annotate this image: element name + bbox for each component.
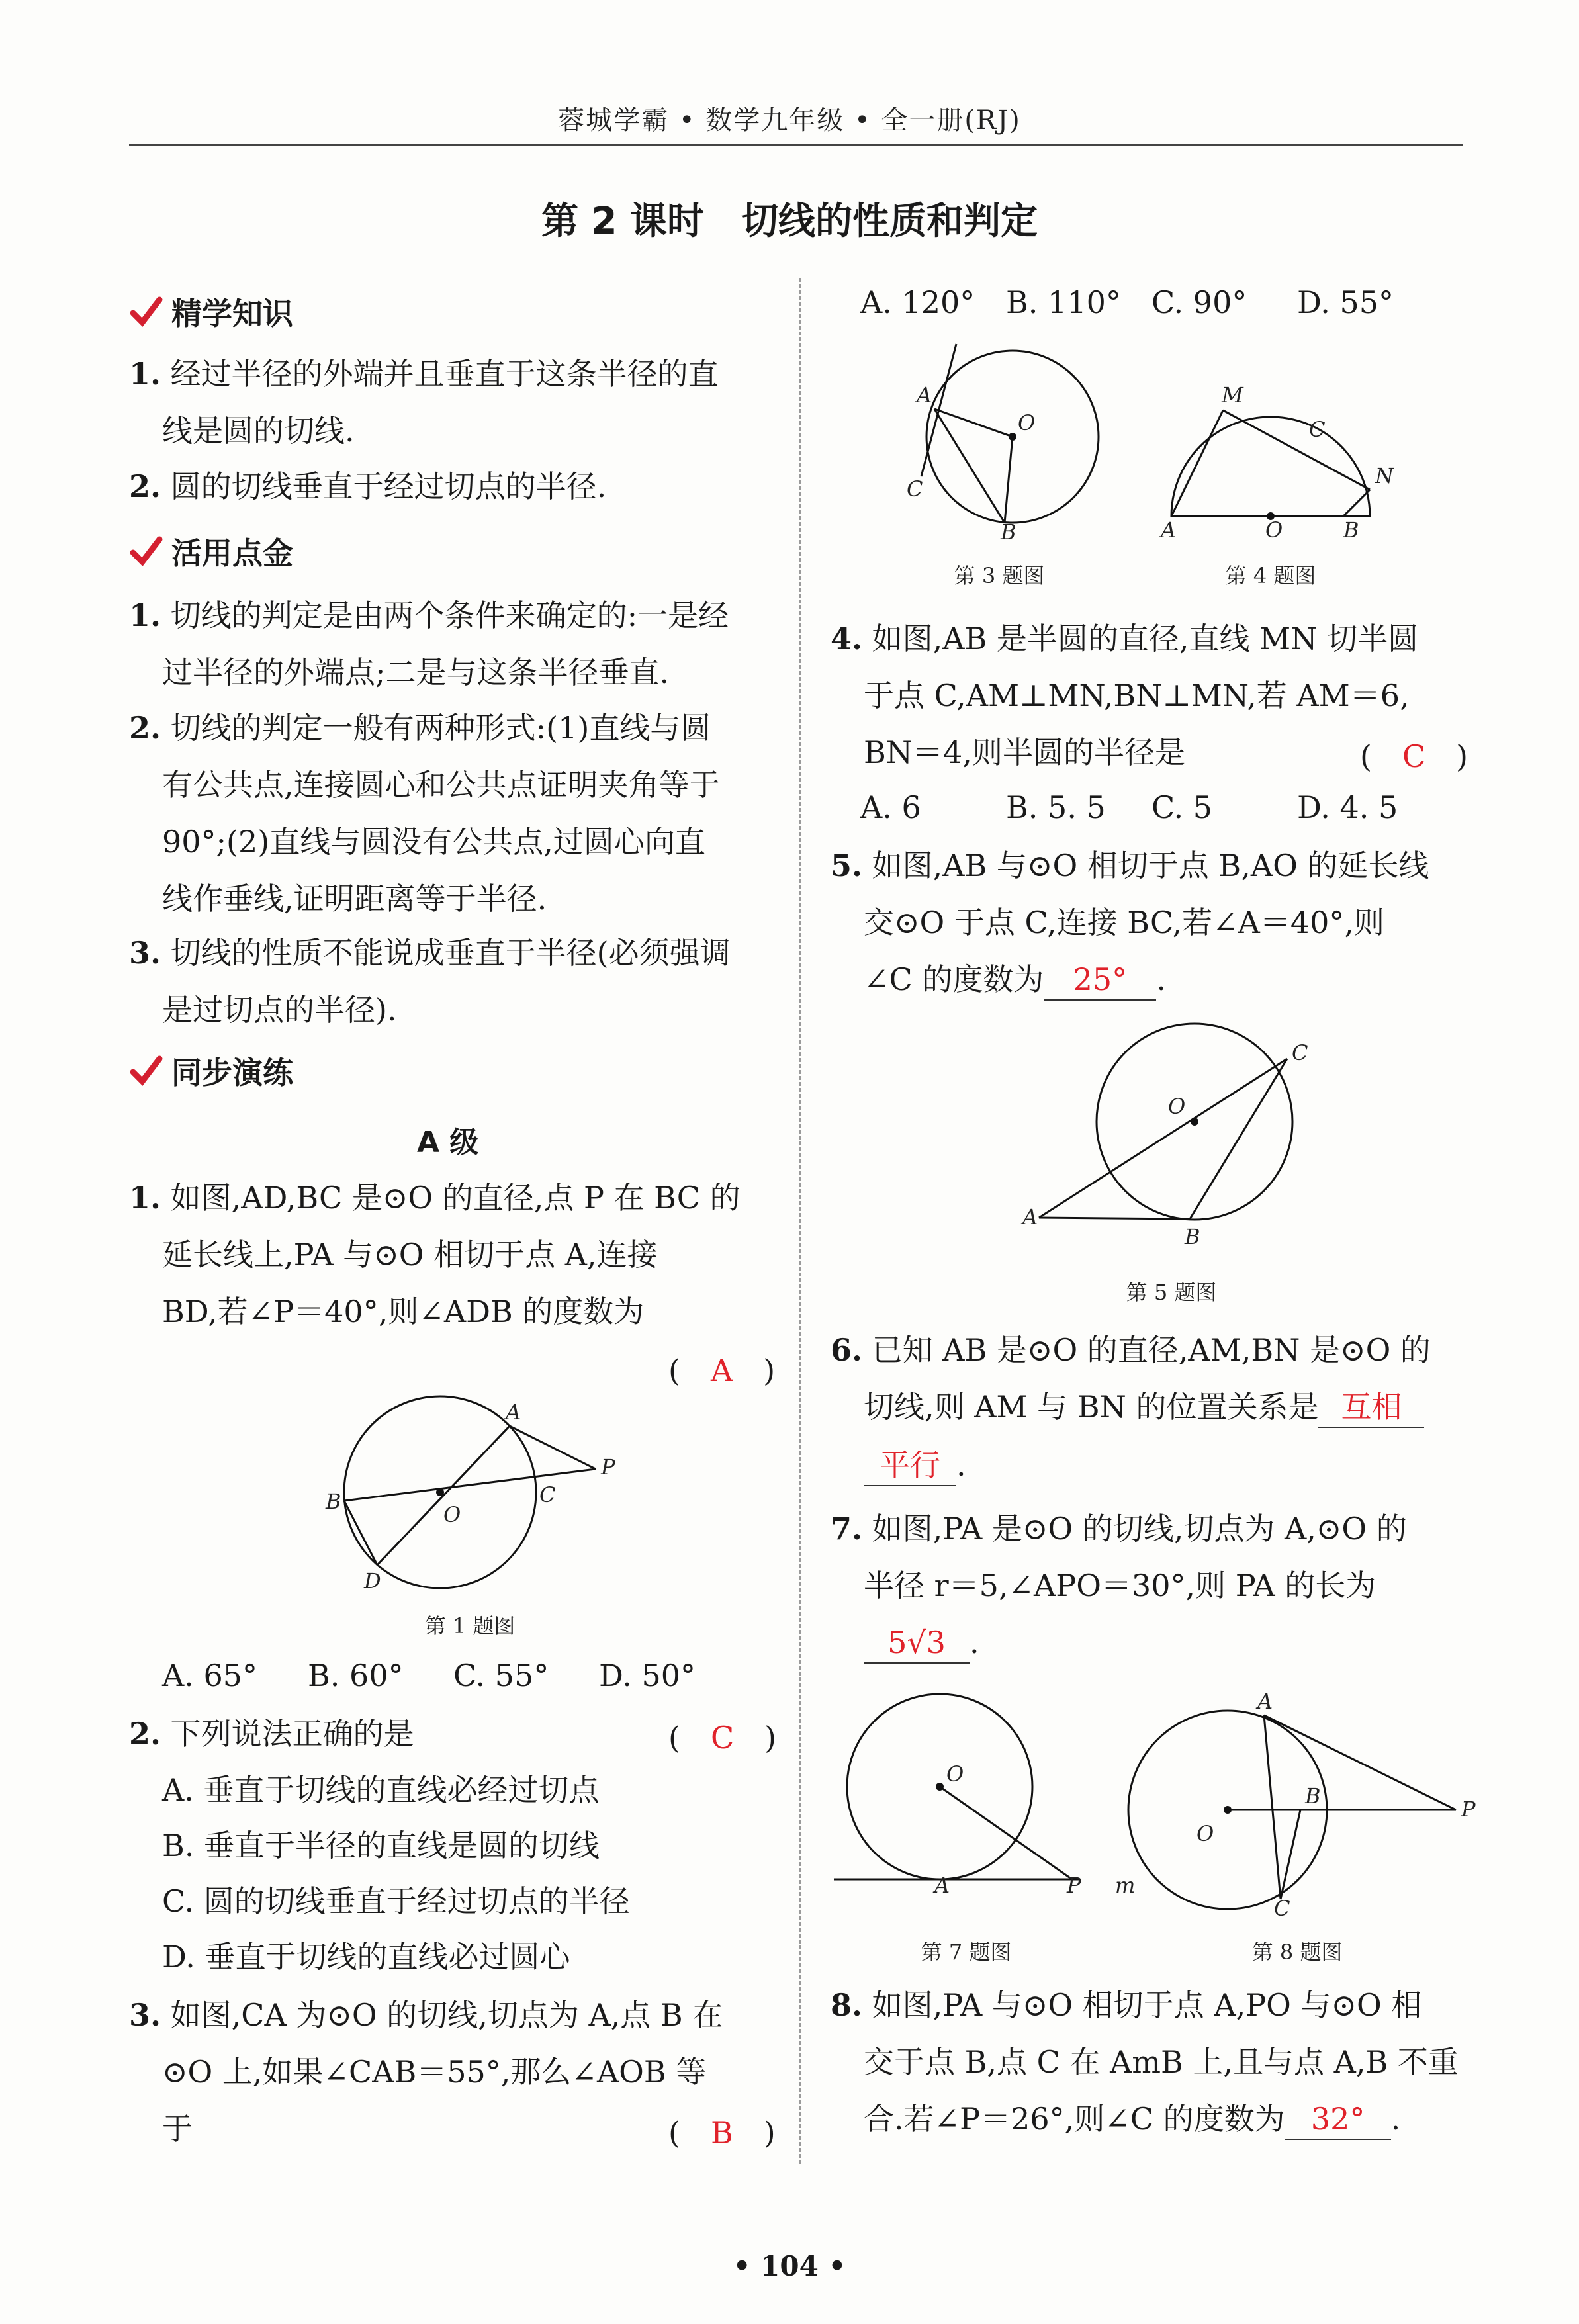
figure-q1 [318, 1390, 622, 1601]
item-text: 是过切点的半径). [162, 992, 397, 1028]
answer-paren-q2: ( C ) [668, 1720, 777, 1756]
item-number: 2. [129, 469, 161, 504]
option: D. 4. 5 [1297, 789, 1398, 825]
answer-paren-q1: ( A ) [668, 1353, 776, 1388]
item-number: 2. [129, 710, 161, 746]
svg-text:C: C [1274, 1896, 1290, 1921]
question-number: 1. [129, 1180, 161, 1216]
level-heading: A 级 [417, 1126, 479, 1159]
question-text: 于点 C,AM⊥MN,BN⊥MN,若 AM＝6, [864, 678, 1410, 713]
question-6: 6. 已知 AB 是⊙O 的直径,AM,BN 是⊙O 的 切线,则 AM 与 BN 的位置关系是 互相 平行 . [831, 1330, 1431, 1486]
question-number: 6. [831, 1332, 863, 1368]
question-text: 如图,CA 为⊙O 的切线,切点为 A,点 B 在 [170, 1997, 723, 2033]
question-text: 已知 AB 是⊙O 的直径,AM,BN 是⊙O 的 [872, 1332, 1431, 1368]
option: B. 5. 5 [1006, 789, 1106, 825]
svg-text:O: O [1168, 1094, 1186, 1119]
jingxue-item-1 [129, 354, 719, 451]
svg-text:A: A [934, 1873, 950, 1898]
svg-text:C: C [539, 1482, 556, 1507]
option: A. 垂直于切线的直线必经过切点 [162, 1772, 600, 1808]
item-text: 线是圆的切线. [162, 413, 355, 449]
svg-text:A: A [506, 1400, 521, 1425]
section-huoyong [129, 529, 293, 573]
option: D. 55° [1297, 285, 1394, 320]
svg-text:B: B [326, 1489, 341, 1514]
svg-text:D: D [364, 1568, 381, 1593]
section-title: 同步演练 [171, 1055, 293, 1091]
question-number: 7. [831, 1511, 863, 1546]
svg-text:P: P [601, 1454, 615, 1480]
question-7: 7. 如图,PA 是⊙O 的切线,切点为 A,⊙O 的 半径 r＝5,∠APO＝30°,则 PA 的长为 5√3 . [831, 1509, 1407, 1664]
question-text: ⊙O 上,如果∠CAB＝55°,那么∠AOB 等 [162, 2054, 707, 2090]
item-text: 切线的判定是由两个条件来确定的:一是经 [170, 598, 729, 633]
item-text: 过半径的外端点;二是与这条半径垂直. [162, 654, 670, 690]
option: C. 90° [1151, 285, 1247, 320]
question-number: 4. [831, 621, 863, 656]
options-q4 [860, 789, 1398, 825]
option: B. 110° [1006, 285, 1121, 320]
svg-text:O: O [1196, 1821, 1214, 1846]
check-icon [129, 534, 163, 568]
column-divider [799, 278, 801, 2164]
option: D. 50° [599, 1658, 696, 1693]
question-text: 延长线上,PA 与⊙O 相切于点 A,连接 [162, 1237, 658, 1273]
question-text: BD,若∠P＝40°,则∠ADB 的度数为 [162, 1294, 645, 1329]
question-text: 如图,PA 与⊙O 相切于点 A,PO 与⊙O 相 [872, 1987, 1422, 2023]
question-text: 交于点 B,点 C 在 AmB 上,且与点 A,B 不重 [864, 2044, 1459, 2080]
question-3 [129, 1995, 723, 2149]
answer-paren-q4: ( C ) [1360, 738, 1468, 774]
question-1 [129, 1178, 741, 1331]
svg-text:A: A [917, 382, 932, 408]
running-header: 蓉城学霸 • 数学九年级 • 全一册(RJ) [558, 105, 1021, 136]
huoyong-item-2 [129, 708, 720, 918]
question-text: 交⊙O 于点 C,连接 BC,若∠A＝40°,则 [864, 905, 1385, 940]
figure-q5 [1019, 1019, 1350, 1257]
section-title: 精学知识 [171, 296, 293, 332]
item-text: 切线的性质不能说成垂直于半径(必须强调 [170, 935, 731, 971]
svg-text:A: A [1022, 1204, 1038, 1229]
svg-text:B: B [1185, 1224, 1200, 1249]
question-text: 如图,AB 是半圆的直径,直线 MN 切半圆 [872, 621, 1419, 656]
svg-text:B: B [1343, 517, 1359, 543]
option: A. 65° [162, 1658, 257, 1693]
svg-text:M: M [1222, 382, 1243, 408]
item-text: 有公共点,连接圆心和公共点证明夹角等于 [162, 767, 720, 803]
page-title: 第 2 课时 切线的性质和判定 [541, 200, 1038, 243]
question-text: 半径 r＝5,∠APO＝30°,则 PA 的长为 [864, 1568, 1376, 1603]
option: A. 120° [860, 285, 975, 320]
figure-caption: 第 8 题图 [1251, 1940, 1343, 1965]
svg-text:C: C [1292, 1040, 1308, 1065]
option: C. 55° [453, 1658, 549, 1693]
svg-text:O: O [443, 1502, 461, 1527]
answer-choice: B [710, 2115, 733, 2151]
huoyong-item-1 [129, 596, 729, 692]
option: C. 圆的切线垂直于经过切点的半径 [162, 1883, 630, 1919]
options-q3 [860, 285, 1394, 320]
question-text: 如图,PA 是⊙O 的切线,切点为 A,⊙O 的 [872, 1511, 1407, 1546]
header-rule [129, 144, 1463, 146]
item-number: 1. [129, 598, 161, 633]
question-number: 2. [129, 1716, 161, 1752]
options-q2 [162, 1770, 630, 1977]
question-number: 3. [129, 1997, 161, 2033]
svg-text:O: O [1265, 517, 1283, 543]
item-number: 3. [129, 935, 161, 971]
item-number: 1. [129, 356, 161, 392]
item-text: 圆的切线垂直于经过切点的半径. [170, 469, 607, 504]
jingxue-item-2 [129, 467, 606, 506]
figure-caption: 第 5 题图 [1126, 1280, 1217, 1305]
option: A. 6 [860, 789, 921, 825]
answer-choice: A [710, 1353, 733, 1388]
svg-text:A: A [1161, 517, 1177, 543]
question-text: 合.若∠P＝26°,则∠C 的度数为 [864, 2101, 1285, 2137]
svg-text:P: P [1461, 1797, 1476, 1822]
question-text: 如图,AB 与⊙O 相切于点 B,AO 的延长线 [872, 848, 1429, 883]
question-text: 如图,AD,BC 是⊙O 的直径,点 P 在 BC 的 [170, 1180, 741, 1216]
answer-choice: C [710, 1720, 735, 1756]
question-text: 切线,则 AM 与 BN 的位置关系是 [864, 1389, 1319, 1425]
item-text: 切线的判定一般有两种形式:(1)直线与圆 [170, 710, 711, 746]
svg-text:N: N [1375, 463, 1394, 488]
section-jingxue [129, 290, 293, 334]
option: B. 60° [308, 1658, 404, 1693]
question-8: 8. 如图,PA 与⊙O 相切于点 A,PO 与⊙O 相 交于点 B,点 C 在 AmB 上,且与点 A,B 不重 合.若∠P＝26°,则∠C 的度数为 32° . [831, 1985, 1459, 2140]
svg-text:B: B [1001, 519, 1016, 545]
huoyong-item-3 [129, 933, 731, 1030]
question-text: 下列说法正确的是 [170, 1716, 414, 1752]
section-tongbu [129, 1049, 293, 1093]
svg-text:m: m [1115, 1873, 1136, 1898]
item-text: 经过半径的外端并且垂直于这条半径的直 [170, 356, 719, 392]
item-text: 90°;(2)直线与圆没有公共点,过圆心向直 [162, 824, 705, 860]
question-number: 8. [831, 1987, 863, 2023]
figure-q8 [1099, 1689, 1476, 1921]
question-text: BN＝4,则半圆的半径是 [864, 735, 1185, 770]
question-5: 5. 如图,AB 与⊙O 相切于点 B,AO 的延长线 交⊙O 于点 C,连接 BC,若∠A＝40°,则 ∠C 的度数为 25° . [831, 846, 1429, 1001]
answer-blank-q6-cont: 平行 [864, 1445, 956, 1486]
svg-text:P: P [1067, 1873, 1081, 1898]
answer-blank-q7: 5√3 [864, 1623, 970, 1664]
answer-paren-q3: ( B ) [668, 2115, 776, 2151]
answer-blank-q5: 25° [1044, 960, 1156, 1001]
figure-caption: 第 7 题图 [921, 1940, 1012, 1965]
answer-blank-q6: 互相 [1318, 1387, 1424, 1428]
figure-q7 [827, 1701, 1092, 1898]
figure-caption: 第 1 题图 [424, 1613, 516, 1638]
item-text: 线作垂线,证明距离等于半径. [162, 881, 547, 916]
question-text: 于 [162, 2111, 193, 2147]
section-title: 活用点金 [171, 535, 293, 571]
figure-q4 [1151, 384, 1403, 543]
figure-caption: 第 3 题图 [954, 563, 1045, 588]
figure-q3 [887, 337, 1112, 543]
option: D. 垂直于切线的直线必过圆心 [162, 1939, 570, 1975]
check-icon [129, 1053, 163, 1088]
page-number: • 104 • [733, 2250, 846, 2282]
svg-text:C: C [907, 476, 923, 502]
option: C. 5 [1151, 789, 1213, 825]
figure-caption: 第 4 题图 [1225, 563, 1316, 588]
svg-text:B: B [1305, 1783, 1321, 1809]
answer-choice: C [1402, 738, 1426, 774]
question-2 [129, 1714, 414, 1754]
svg-text:C: C [1309, 417, 1326, 442]
option: B. 垂直于半径的直线是圆的切线 [162, 1828, 600, 1863]
question-4 [831, 619, 1418, 772]
question-number: 5. [831, 848, 863, 883]
answer-blank-q8: 32° [1285, 2099, 1391, 2140]
question-text: ∠C 的度数为 [864, 961, 1044, 997]
check-icon [129, 294, 163, 329]
options-q1 [162, 1658, 696, 1693]
svg-text:O: O [1018, 410, 1036, 435]
svg-text:O: O [946, 1762, 964, 1787]
svg-text:A: A [1257, 1689, 1273, 1714]
